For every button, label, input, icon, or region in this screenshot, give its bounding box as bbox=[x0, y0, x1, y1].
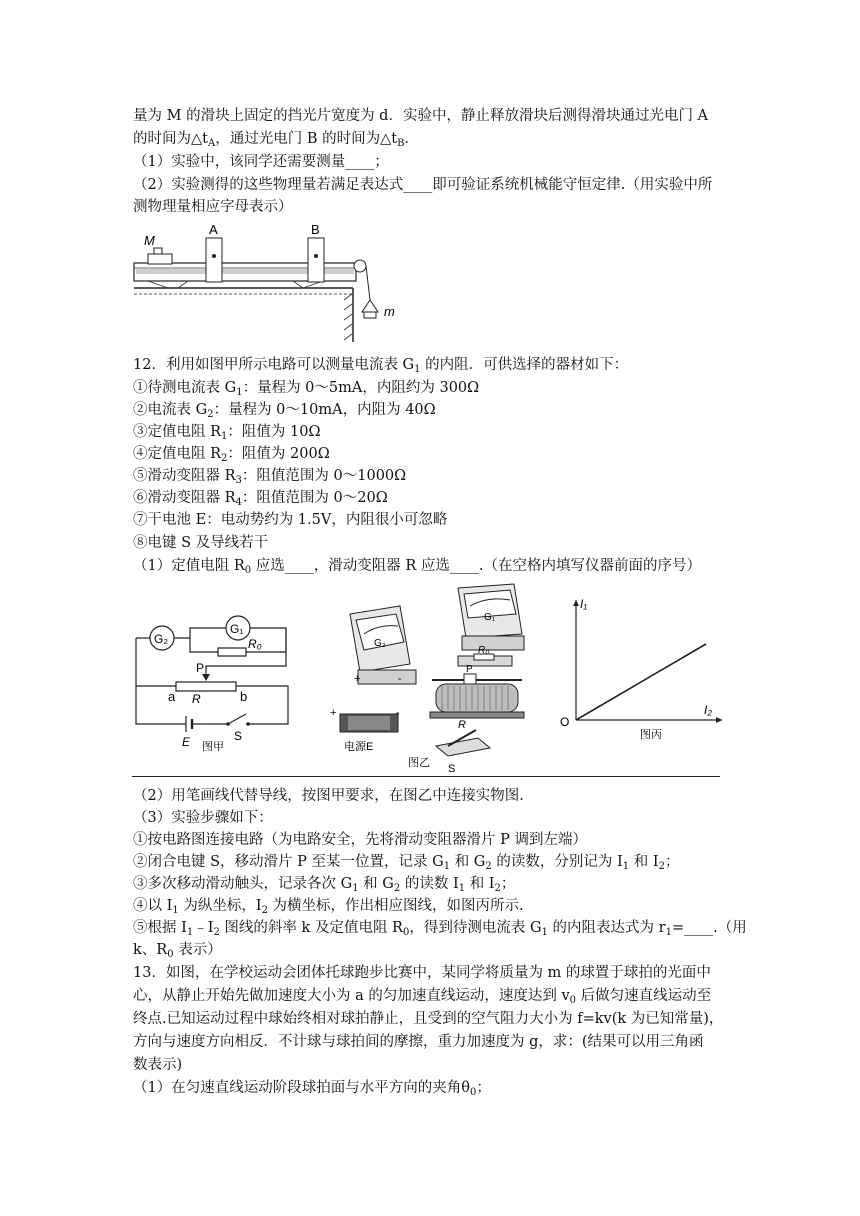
jia-caption: 图甲 bbox=[202, 741, 224, 753]
q12-part-3: （3）实验步骤如下： bbox=[133, 810, 273, 826]
q12-item-6: ⑥滑动变阻器 $R_4$：阻值范围为 0～20Ω bbox=[133, 490, 388, 508]
q12-step-5-cont: k、$R_0$ 表示） bbox=[133, 942, 222, 960]
jia-label-r: R bbox=[192, 692, 201, 706]
q13-line-4: 方向与速度方向相反．不计球与球拍间的摩擦，重力加速度为 g，求：(结果可以用三角函 bbox=[133, 1034, 704, 1050]
q12-item-3: ③定值电阻 $R_1$：阻值为 10Ω bbox=[133, 424, 321, 442]
q13-line-3: 终点.已知运动过程中球始终相对球拍静止，且受到的空气阻力大小为 f=kv(k 为已知常量)， bbox=[133, 1011, 724, 1027]
label-B: B bbox=[311, 222, 320, 237]
q11-line-2: 的时间为$\triangle t_A$，通过光电门 B 的时间为$\triangle t_B$． bbox=[133, 131, 419, 149]
bing-caption: 图丙 bbox=[640, 729, 662, 741]
q12-step-4: ④以 $I_1$ 为纵坐标，$I_2$ 为横坐标，作出相应图线，如图丙所示. bbox=[133, 898, 524, 916]
q12-step-1: ①按电路图连接电路（为电路安全，先将滑动变阻器滑片 P 调到左端） bbox=[133, 832, 587, 848]
yi-label-g1: G₁ bbox=[484, 612, 496, 623]
q13-line-2: 心，从静止开始先做加速度大小为 a 的匀加速直线运动，速度达到 $v_0$ 后做匀速直线运动至 bbox=[133, 988, 712, 1006]
graph-line bbox=[576, 644, 706, 720]
q12-step-3: ③多次移动滑动触头，记录各次 $G_1$ 和 $G_2$ 的读数 $I_1$ 和 $I_2$； bbox=[133, 876, 516, 894]
q13-line-5: 数表示) bbox=[133, 1057, 183, 1073]
jia-label-p: P bbox=[196, 661, 205, 675]
q12-item-7: ⑦干电池 E：电动势约为 1.5V，内阻很小可忽略 bbox=[133, 512, 448, 528]
q11-part-2: （2）实验测得的这些物理量若满足表达式____即可验证系统机械能守恒定律.（用实验中所 bbox=[133, 177, 713, 193]
label-m: m bbox=[384, 304, 395, 319]
label-M: M bbox=[144, 233, 155, 248]
q11-part-2-cont: 测物理量相应字母表示） bbox=[133, 199, 293, 215]
q13-part-1: （1）在匀速直线运动阶段球拍面与水平方向的夹角$\theta_0$； bbox=[133, 1080, 491, 1098]
q11-part-1: （1）实验中，该同学还需要测量____； bbox=[133, 154, 389, 170]
circuit-diagram-jia bbox=[128, 604, 303, 754]
q12-intro: 12．利用如图甲所示电路可以测量电流表 $G_1$ 的内阻．可供选择的器材如下： bbox=[133, 357, 629, 375]
yi-label-s: S bbox=[448, 763, 456, 775]
divider-line bbox=[132, 776, 720, 777]
q12-step-5: ⑤根据 $I_1﹣I_2$ 图线的斜率 k 及定值电阻 $R_0$，得到待测电流表 $G_1$ 的内阻表达式为 $r_1=\_\_\_\_$.（用 bbox=[133, 920, 747, 938]
bing-label-i1: I₁ bbox=[580, 597, 588, 611]
q12-item-2: ②电流表 $G_2$：量程为 0～10mA，内阻为 40Ω bbox=[133, 402, 436, 420]
q12-part-1: （1）定值电阻 $R_0$ 应选____，滑动变阻器 R 应选____.（在空格内填写仪器前面的序号） bbox=[133, 558, 701, 576]
q12-item-5: ⑤滑动变阻器 $R_3$：阻值范围为 0～1000Ω bbox=[133, 468, 407, 486]
air-track-figure bbox=[128, 220, 408, 344]
yi-label-r: R bbox=[458, 719, 466, 731]
q13-line-1: 13．如图，在学校运动会团体托球跑步比赛中，某同学将质量为 m 的球置于球拍的光面中 bbox=[133, 965, 711, 981]
yi-minus-g2: - bbox=[398, 673, 402, 685]
yi-plus-source: + bbox=[330, 707, 337, 719]
bing-label-o: O bbox=[560, 715, 570, 729]
q12-part-2: （2）用笔画线代替导线，按图甲要求，在图乙中连接实物图. bbox=[133, 788, 524, 804]
q12-item-1: ①待测电流表 $G_1$：量程为 0～5mA，内阻约为 300Ω bbox=[133, 380, 480, 398]
q12-item-4: ④定值电阻 $R_2$：阻值为 200Ω bbox=[133, 446, 330, 464]
yi-label-g2: G₂ bbox=[374, 638, 386, 649]
jia-label-s: S bbox=[234, 729, 243, 743]
yi-label-source: 电源E bbox=[344, 741, 374, 753]
components-figure-yi bbox=[318, 580, 538, 776]
yi-label-p: P bbox=[466, 664, 473, 675]
yi-minus-source: - bbox=[396, 707, 400, 719]
jia-label-r0: R₀ bbox=[248, 637, 262, 651]
jia-label-e: E bbox=[182, 735, 191, 749]
q11-line-1: 量为 M 的滑块上固定的挡光片宽度为 d．实验中，静止释放滑块后测得滑块通过光电门 A bbox=[133, 108, 709, 124]
jia-label-g2: G₂ bbox=[154, 632, 168, 646]
q12-step-2: ②闭合电键 S，移动滑片 P 至某一位置，记录 $G_1$ 和 $G_2$ 的读数，分别记为 $I_1$ 和 $I_2$； bbox=[133, 854, 680, 872]
jia-label-a: a bbox=[168, 689, 176, 704]
yi-plus-g2: + bbox=[354, 673, 361, 685]
yi-label-r0: R₀ bbox=[478, 645, 490, 656]
graph-figure-bing bbox=[556, 594, 726, 744]
jia-label-g1: G₁ bbox=[230, 622, 244, 636]
jia-label-b: b bbox=[240, 689, 248, 704]
label-A: A bbox=[209, 222, 218, 237]
yi-caption: 图乙 bbox=[408, 757, 430, 769]
bing-label-i2: I₂ bbox=[704, 703, 712, 717]
q12-item-8: ⑧电键 S 及导线若干 bbox=[133, 535, 269, 551]
